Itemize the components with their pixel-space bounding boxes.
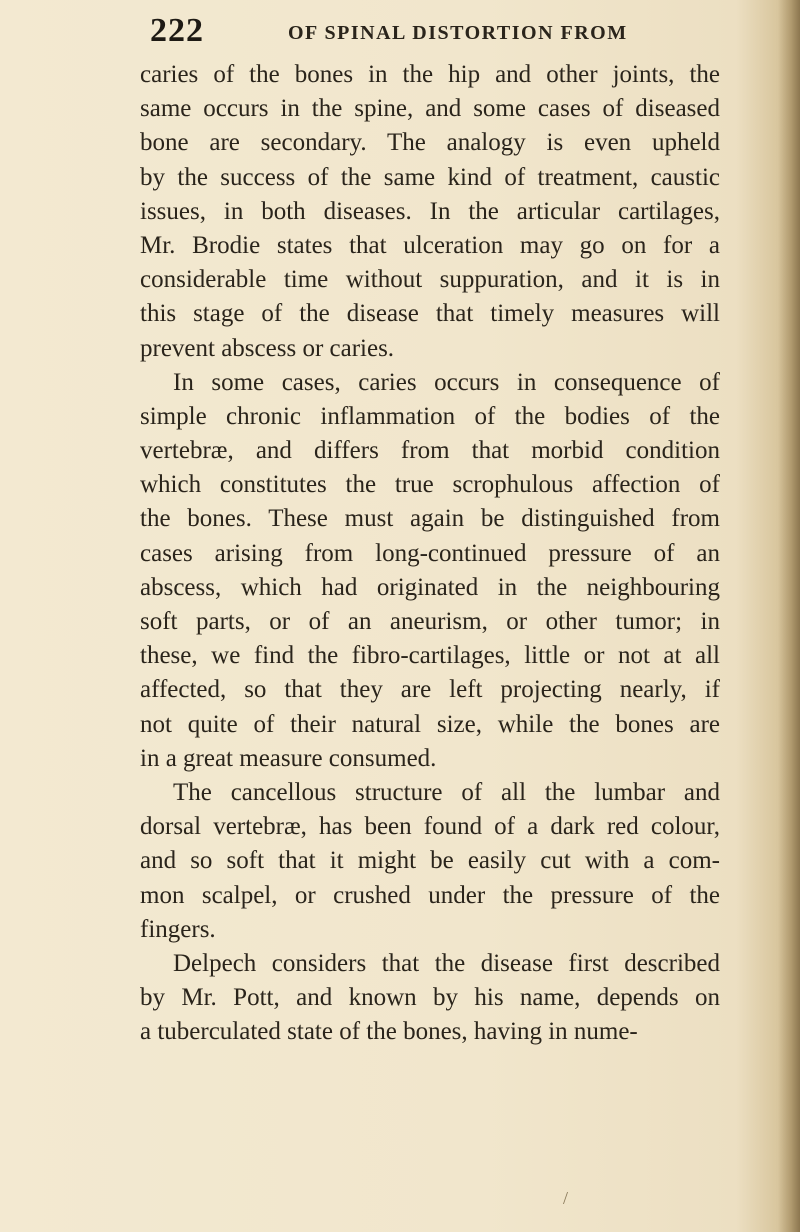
- text-line: a tuberculated state of the bones, having in nume-: [140, 1018, 638, 1046]
- text-line: simple chronic inflammation of the bodies of the: [140, 402, 720, 430]
- text-line: caries of the bones in the hip and other joints, the: [140, 61, 720, 88]
- text-line: same occurs in the spine, and some cases of diseased: [140, 95, 720, 123]
- page-number: 222: [150, 12, 204, 49]
- stray-ink-mark: /: [563, 1188, 569, 1208]
- text-line: mon scalpel, or crushed under the pressure of the: [140, 881, 720, 909]
- page-header: [0, 12, 800, 52]
- page-edge-shadow: [778, 0, 800, 1232]
- text-line: soft parts, or of an aneurism, or other tumor; in: [140, 608, 720, 635]
- text-line: by Mr. Pott, and known by his name, depends on: [140, 984, 720, 1012]
- text-line: Mr. Brodie states that ulceration may go on for a: [140, 231, 720, 259]
- text-line: prevent abscess or caries.: [140, 334, 395, 362]
- text-line: issues, in both diseases. In the articular cartilages,: [140, 197, 720, 225]
- text-line: dorsal vertebræ, has been found of a dark red colour,: [140, 813, 720, 841]
- text-line: fingers.: [140, 915, 216, 943]
- text-line: by the success of the same kind of treatment, caustic: [140, 163, 720, 191]
- text-line: considerable time without suppuration, and it is in: [140, 266, 720, 294]
- text-line: which constitutes the true scrophulous affection of: [140, 471, 720, 499]
- text-line: vertebræ, and differs from that morbid condition: [140, 437, 720, 465]
- text-line: The cancellous structure of all the lumbar and: [173, 778, 720, 806]
- text-line: the bones. These must again be distinguished from: [140, 505, 720, 533]
- text-line: Delpech considers that the disease first described: [173, 949, 720, 977]
- text-line: affected, so that they are left projecting nearly, if: [140, 676, 720, 704]
- text-line: these, we find the fibro-cartilages, little or not at all: [140, 642, 720, 670]
- running-head: OF SPINAL DISTORTION FROM: [288, 22, 628, 44]
- text-line: abscess, which had originated in the neighbouring: [140, 573, 720, 601]
- text-line: and so soft that it might be easily cut with a com-: [140, 847, 720, 875]
- text-line: In some cases, caries occurs in consequence of: [173, 368, 720, 396]
- text-line: in a great measure consumed.: [140, 744, 437, 772]
- text-line: this stage of the disease that timely measures will: [140, 300, 720, 328]
- body-text: [140, 58, 720, 1049]
- text-line: not quite of their natural size, while the bones are: [140, 710, 720, 738]
- text-line: bone are secondary. The analogy is even upheld: [140, 129, 720, 157]
- text-line: cases arising from long-continued pressure of an: [140, 539, 720, 567]
